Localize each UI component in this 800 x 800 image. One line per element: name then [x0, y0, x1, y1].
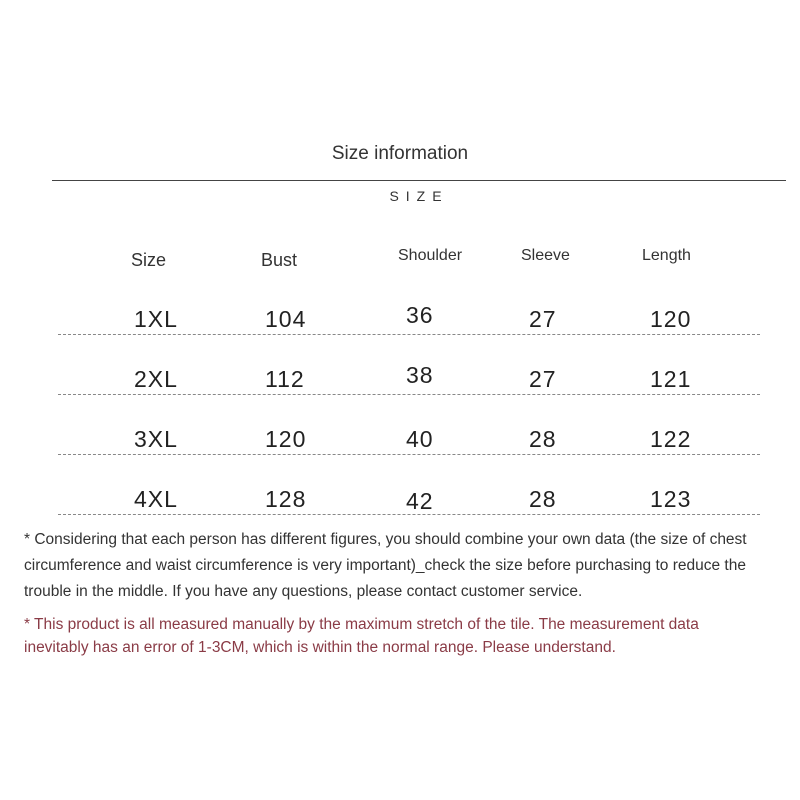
header-shoulder: Shoulder	[398, 247, 463, 264]
cell-size: 2XL	[134, 366, 178, 392]
cell-length: 122	[650, 426, 692, 452]
section-subtitle: SIZE	[389, 188, 449, 204]
cell-size: 1XL	[134, 306, 178, 332]
row-divider	[58, 334, 760, 335]
cell-shoulder: 38	[406, 362, 434, 388]
cell-size: 3XL	[134, 426, 178, 452]
measurement-error-note: * This product is all measured manually by the maximum stretch of the tile. The measurement data inevitably has an error of 1-3CM, which is within the normal range. Please understand.	[24, 616, 699, 656]
title-divider	[52, 180, 786, 181]
cell-sleeve: 28	[529, 486, 557, 512]
row-divider	[58, 454, 760, 455]
cell-size: 4XL	[134, 486, 178, 512]
cell-length: 120	[650, 306, 692, 332]
row-divider	[58, 514, 760, 515]
cell-sleeve: 27	[529, 306, 557, 332]
cell-bust: 128	[265, 486, 307, 512]
cell-bust: 112	[265, 366, 305, 392]
cell-shoulder: 40	[406, 426, 434, 452]
header-bust: Bust	[261, 250, 298, 270]
page-title: Size information	[331, 143, 469, 164]
cell-length: 121	[650, 366, 692, 392]
header-sleeve: Sleeve	[521, 247, 570, 264]
cell-shoulder: 36	[406, 302, 434, 328]
sizing-advice-note: * Considering that each person has different figures, you should combine your own data (the size of chest circumference and waist circumference is very important)_check the size before purchasing to reduce the trouble in the middle. If you have any questions, please contact customer service.	[24, 531, 747, 600]
table-row	[0, 300, 800, 360]
cell-length: 123	[650, 486, 692, 512]
table-row	[0, 420, 800, 480]
header-size: Size	[131, 250, 167, 270]
row-divider	[58, 394, 760, 395]
table-row	[0, 360, 800, 420]
cell-bust: 120	[265, 426, 307, 452]
cell-sleeve: 28	[529, 426, 557, 452]
header-length: Length	[642, 247, 691, 264]
cell-shoulder: 42	[406, 488, 434, 514]
cell-bust: 104	[265, 306, 307, 332]
cell-sleeve: 27	[529, 366, 557, 392]
